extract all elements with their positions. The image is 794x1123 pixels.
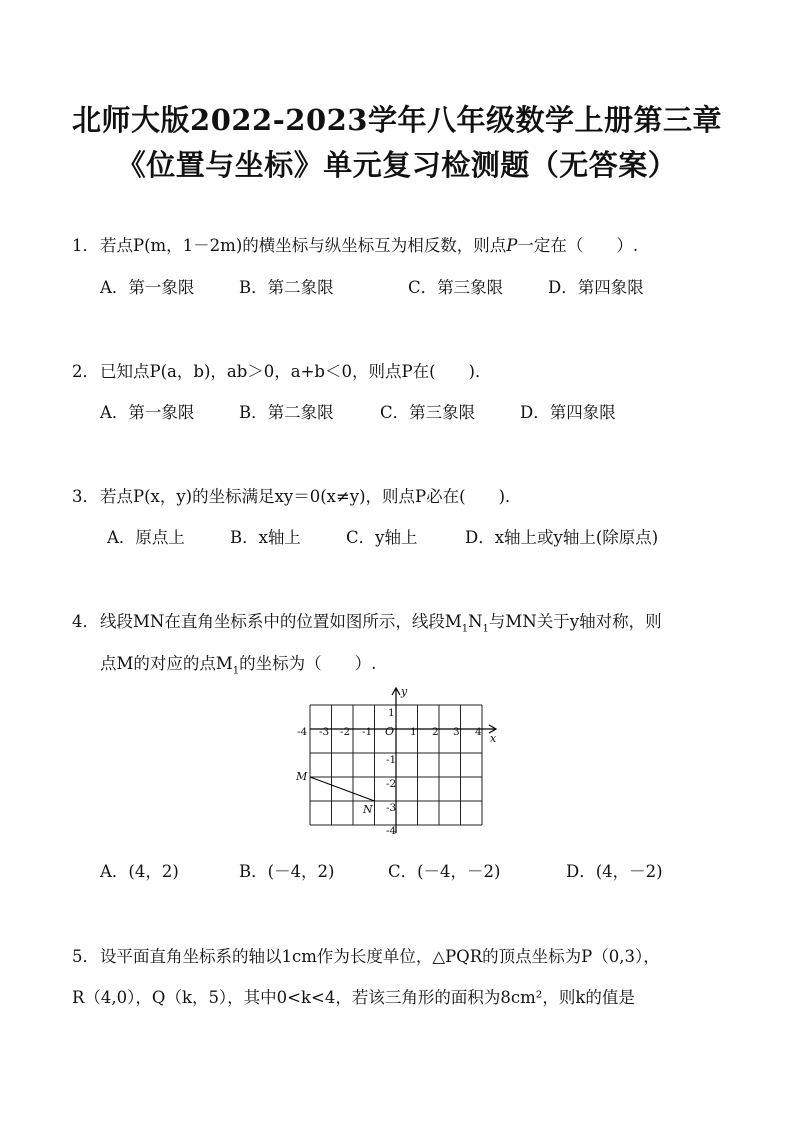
origin-label: O (385, 725, 395, 738)
option-b: B．第二象限 (239, 403, 334, 422)
y-tick-label: -4 (386, 825, 397, 837)
question-text-end: 一定在（ ）. (517, 236, 639, 255)
question-5-line2: R（4,0），Q（k，5），其中0<k<4，若该三角形的面积为8cm²，则k的值是 (72, 988, 635, 1007)
option-c: C．第三象限 (408, 278, 504, 297)
question-number: 3． (72, 487, 99, 506)
option-a: A．原点上 (107, 528, 185, 547)
option-a: A．第一象限 (100, 278, 195, 297)
x-tick-label: 3 (453, 726, 460, 738)
option-c: C．(－4，－2) (388, 862, 501, 881)
x-tick-label: -1 (362, 726, 373, 738)
x-axis-label: x (490, 732, 497, 745)
option-c: C．第三象限 (380, 403, 476, 422)
option-d: D．第四象限 (548, 278, 644, 297)
point-p: P (506, 236, 518, 255)
document-title-line1: 北师大版2022-2023学年八年级数学上册第三章 (72, 103, 722, 137)
document-title-line2: 《位置与坐标》单元复习检测题（无答案） (116, 148, 678, 182)
y-tick-label: -3 (386, 802, 397, 814)
question-2 (72, 358, 491, 382)
option-b: B．第二象限 (239, 278, 334, 297)
x-tick-label: 1 (410, 726, 417, 738)
y-tick-label: -1 (386, 754, 397, 766)
y-axis-label: y (401, 685, 408, 698)
segment-mn (310, 777, 375, 801)
question-3 (72, 483, 522, 507)
option-a: A．第一象限 (100, 403, 195, 422)
axes (310, 688, 496, 833)
x-tick-label: -4 (297, 726, 308, 738)
option-c: C．y轴上 (346, 528, 418, 547)
question-text: 与MN关于y轴对称，则 (488, 612, 662, 631)
question-text: 若点P(x，y)的坐标满足xy＝0(x≠y)，则点P必在( )． (100, 487, 522, 506)
question-number: 4． (72, 612, 99, 631)
question-number: 5． (72, 947, 99, 966)
y-tick-label: 1 (388, 707, 395, 719)
coordinate-grid (290, 683, 510, 843)
option-b: B．(－4，2) (239, 862, 335, 881)
question-number: 1． (72, 236, 99, 255)
point-n-label: N (363, 803, 373, 816)
subscript: 1 (461, 623, 469, 635)
question-text: N (468, 612, 483, 631)
option-d: D．x轴上或y轴上(除原点) (465, 528, 659, 547)
y-tick-label: -2 (386, 778, 397, 790)
question-text: 设平面直角坐标系的轴以1cm作为长度单位，△PQR的顶点坐标为P（0,3）， (100, 947, 660, 966)
option-d: D．(4，－2) (566, 862, 663, 881)
x-tick-label: -3 (319, 726, 330, 738)
option-d: D．第四象限 (520, 403, 616, 422)
coordinate-figure (290, 683, 510, 843)
point-m-label: M (296, 770, 308, 783)
subscript: 1 (482, 623, 489, 635)
question-text: 点M的对应的点M (100, 654, 233, 673)
question-text: 已知点P(a，b)，ab＞0，a+b＜0，则点P在( )． (100, 362, 492, 381)
subscript: 1 (232, 665, 240, 677)
question-text: 线段MN在直角坐标系中的位置如图所示，线段M (100, 612, 462, 631)
question-text: 若点P(m，1－2m)的横坐标与纵坐标互为相反数，则点 (100, 236, 507, 255)
x-tick-label: 2 (432, 726, 439, 738)
question-1 (72, 232, 638, 256)
question-5 (72, 943, 660, 967)
x-tick-label: -2 (340, 726, 351, 738)
x-tick-label: 4 (475, 726, 482, 738)
question-4-line2 (100, 650, 376, 676)
question-number: 2． (72, 362, 99, 381)
option-a: A．(4，2) (100, 862, 179, 881)
question-text: 的坐标为（ ）. (239, 654, 377, 673)
question-4 (72, 608, 662, 634)
option-b: B．x轴上 (230, 528, 301, 547)
